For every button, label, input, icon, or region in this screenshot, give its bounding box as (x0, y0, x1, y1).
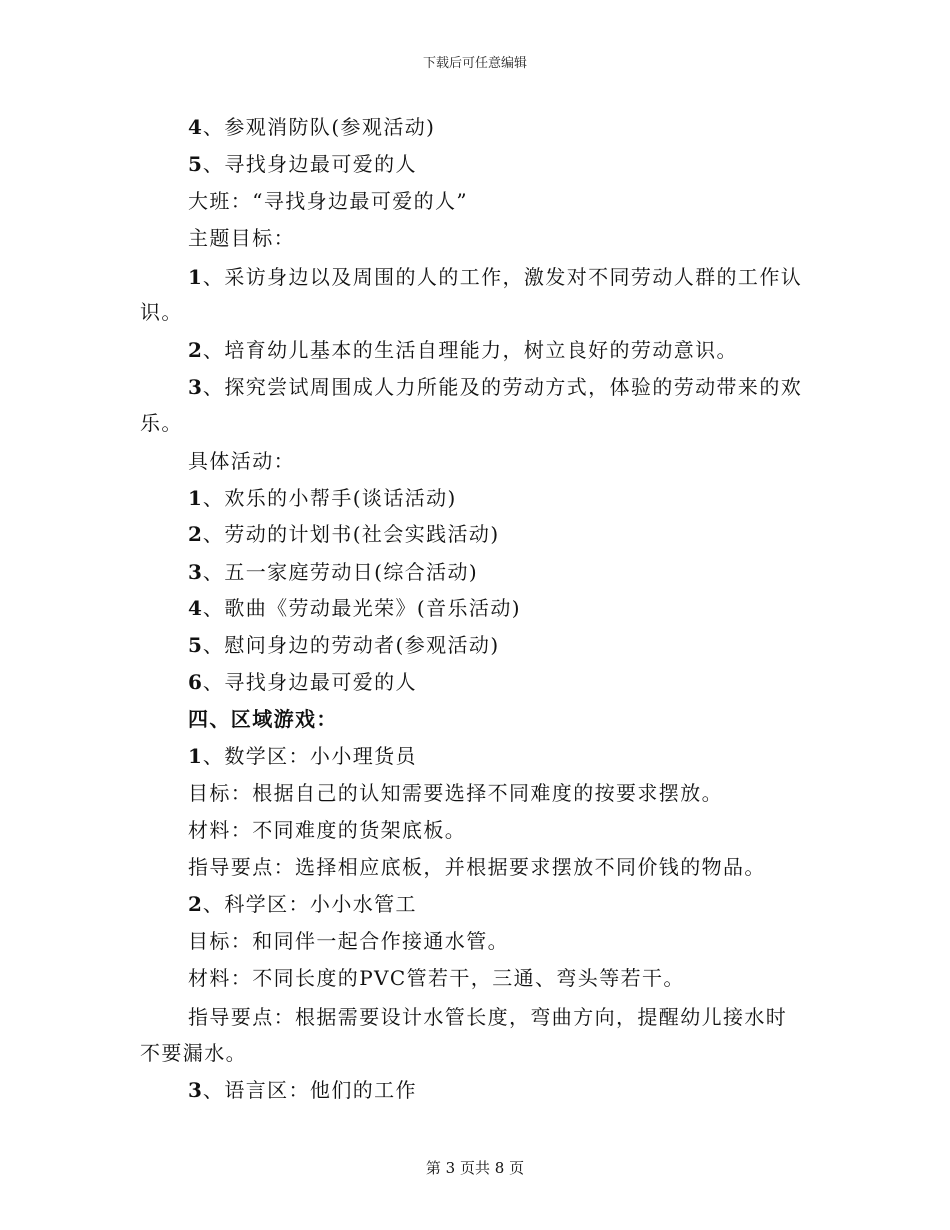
list-item: 2、科学区：小小水管工 (188, 892, 417, 916)
text-line: 目标：根据自己的认知需要选择不同难度的按要求摆放。 (188, 781, 723, 805)
text-line-continuation: 乐。 (140, 411, 183, 435)
text-line: 4、参观消防队(参观活动) (188, 115, 436, 139)
list-item: 3、语言区：他们的工作 (188, 1078, 417, 1102)
text-line: 材料：不同难度的货架底板。 (188, 818, 467, 842)
list-item: 1、欢乐的小帮手(谈话活动) (188, 486, 457, 510)
list-item: 5、慰问身边的劳动者(参观活动) (188, 633, 500, 657)
list-item: 3、五一家庭劳动日(综合活动) (188, 560, 479, 584)
text-line: 2、培育幼儿基本的生活自理能力，树立良好的劳动意识。 (188, 338, 738, 362)
text-line: 3、探究尝试周围成人力所能及的劳动方式，体验的劳动带来的欢 (188, 375, 803, 399)
text-line-continuation: 不要漏水。 (140, 1041, 247, 1065)
text-line: 5、寻找身边最可爱的人 (188, 152, 417, 176)
subheading: 主题目标： (188, 226, 295, 250)
list-item: 6、寻找身边最可爱的人 (188, 670, 417, 694)
text-line: 材料：不同长度的PVC管若干，三通、弯头等若干。 (188, 966, 685, 990)
text-line: 指导要点：根据需要设计水管长度，弯曲方向，提醒幼儿接水时 (188, 1005, 788, 1029)
page-header: 下载后可任意编辑 (422, 56, 527, 71)
subheading: 具体活动： (188, 449, 295, 473)
section-heading: 大班：“寻找身边最可爱的人” (188, 189, 469, 213)
page-footer: 第 3 页共 8 页 (425, 1159, 525, 1177)
text-line: 指导要点：选择相应底板，并根据要求摆放不同价钱的物品。 (188, 855, 766, 879)
list-item: 1、数学区：小小理货员 (188, 744, 417, 768)
section-heading-bold: 四、区域游戏： (188, 707, 338, 731)
list-item: 2、劳动的计划书(社会实践活动) (188, 522, 500, 546)
text-line-continuation: 识。 (140, 300, 183, 324)
text-line: 目标：和同伴一起合作接通水管。 (188, 929, 509, 953)
list-item: 4、歌曲《劳动最光荣》(音乐活动) (188, 596, 521, 620)
text-line: 1、采访身边以及周围的人的工作，激发对不同劳动人群的工作认 (188, 265, 803, 289)
